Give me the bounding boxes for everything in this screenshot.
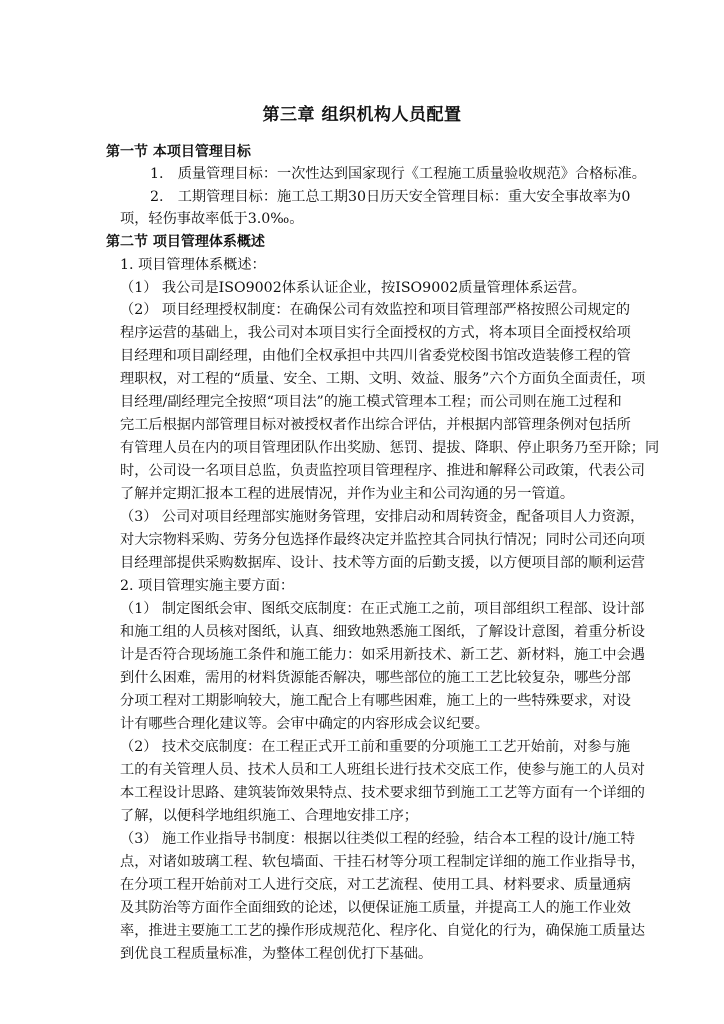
paragraph-line: 到优良工程质量标准，为整体工程创优打下基础。 bbox=[120, 946, 433, 962]
paragraph-line: 完工后根据内部管理目标对被授权者作出综合评估，并根据内部管理条例对包括所 bbox=[120, 417, 631, 433]
section-heading: 第二节 项目管理体系概述 bbox=[106, 234, 265, 250]
paragraph-line: （3） 施工作业指导书制度：根据以往类似工程的经验，结合本工程的设计/施工特 bbox=[120, 831, 635, 847]
paragraph-line: （2） 项目经理授权制度：在确保公司有效监控和项目管理部严格按照公司规定的 bbox=[120, 302, 631, 318]
paragraph-line: 时，公司设一名项目总监，负责监控项目管理程序、推进和解释公司政策，代表公司 bbox=[120, 463, 645, 479]
paragraph-line: 理职权，对工程的“质量、安全、工期、文明、效益、服务”六个方面负全面责任，项 bbox=[120, 371, 646, 387]
paragraph-line: 1. 质量管理目标：一次性达到国家现行《工程施工质量验收规范》合格标准。 bbox=[150, 166, 646, 182]
paragraph-line: 目经理部提供采购数据库、设计、技术等方面的后勤支援，以方便项目部的顺利运营 bbox=[120, 555, 645, 571]
paragraph-line: 及其防治等方面作全面细致的论述，以便保证施工质量，并提高工人的施工作业效 bbox=[120, 900, 631, 916]
paragraph-line: 1. 项目管理体系概述： bbox=[120, 257, 266, 273]
paragraph-line: 和施工组的人员核对图纸，认真、细致地熟悉施工图纸，了解设计意图，着重分析设 bbox=[120, 624, 645, 640]
paragraph-line: 点，对诸如玻璃工程、软包墙面、干挂石材等分项工程制定详细的施工作业指导书， bbox=[120, 854, 645, 870]
paragraph-line: 目经理/副经理完全按照“项目法”的施工模式管理本工程；而公司则在施工过程和 bbox=[120, 394, 622, 410]
paragraph-line: 工的有关管理人员、技术人员和工人班组长进行技术交底工作，使参与施工的人员对 bbox=[120, 762, 645, 778]
paragraph-line: 到什么困难，需用的材料货源能否解决，哪些部位的施工工艺比较复杂，哪些分部 bbox=[120, 670, 631, 686]
paragraph-line: （1） 我公司是ISO9002体系认证企业，按ISO9002质量管理体系运营。 bbox=[120, 280, 586, 296]
paragraph-line: 目经理和项目副经理，由他们全权承担中共四川省委党校图书馆改造装修工程的管 bbox=[120, 348, 631, 364]
paragraph-line: 程序运营的基础上，我公司对本项目实行全面授权的方式，将本项目全面授权给项 bbox=[120, 325, 631, 341]
paragraph-line: 计有哪些合理化建议等。会审中确定的内容形成会议纪要。 bbox=[120, 716, 489, 732]
chapter-title: 第三章 组织机构人员配置 bbox=[262, 105, 462, 125]
paragraph-line: 了解并定期汇报本工程的进展情况，并作为业主和公司沟通的另一管道。 bbox=[120, 486, 575, 502]
paragraph-line: 2. 工期管理目标：施工总工期30日历天安全管理目标：重大安全事故率为0 bbox=[150, 189, 631, 205]
paragraph-line: 分项工程对工期影响较大，施工配合上有哪些困难，施工上的一些特殊要求，对设 bbox=[120, 693, 631, 709]
paragraph-line: 率，推进主要施工工艺的操作形成规范化、程序化、自觉化的行为，确保施工质量达 bbox=[120, 923, 645, 939]
section-heading: 第一节 本项目管理目标 bbox=[106, 144, 251, 160]
paragraph-line: （2） 技术交底制度：在工程正式开工前和重要的分项施工工艺开始前，对参与施 bbox=[120, 739, 631, 755]
paragraph-line: 了解，以便科学地组织施工、合理地安排工序； bbox=[120, 808, 418, 824]
paragraph-line: 计是否符合现场施工条件和施工能力：如采用新技术、新工艺、新材料，施工中会遇 bbox=[120, 647, 645, 663]
paragraph-line: （1） 制定图纸会审、图纸交底制度：在正式施工之前，项目部组织工程部、设计部 bbox=[120, 601, 645, 617]
paragraph-line: 项，轻伤事故率低于3.0‰。 bbox=[120, 211, 304, 227]
paragraph-line: 在分项工程开始前对工人进行交底，对工艺流程、使用工具、材料要求、质量通病 bbox=[120, 877, 631, 893]
paragraph-line: （3） 公司对项目经理部实施财务管理，安排启动和周转资金，配备项目人力资源， bbox=[120, 509, 645, 525]
paragraph-line: 本工程设计思路、建筑装饰效果特点、技术要求细节到施工工艺等方面有一个详细的 bbox=[120, 785, 645, 801]
paragraph-line: 对大宗物料采购、劳务分包选择作最终决定并监控其合同执行情况；同时公司还向项 bbox=[120, 532, 645, 548]
paragraph-line: 有管理人员在内的项目管理团队作出奖励、惩罚、提拔、降职、停止职务乃至开除；同 bbox=[120, 440, 660, 456]
paragraph-line: 2. 项目管理实施主要方面： bbox=[120, 578, 295, 594]
